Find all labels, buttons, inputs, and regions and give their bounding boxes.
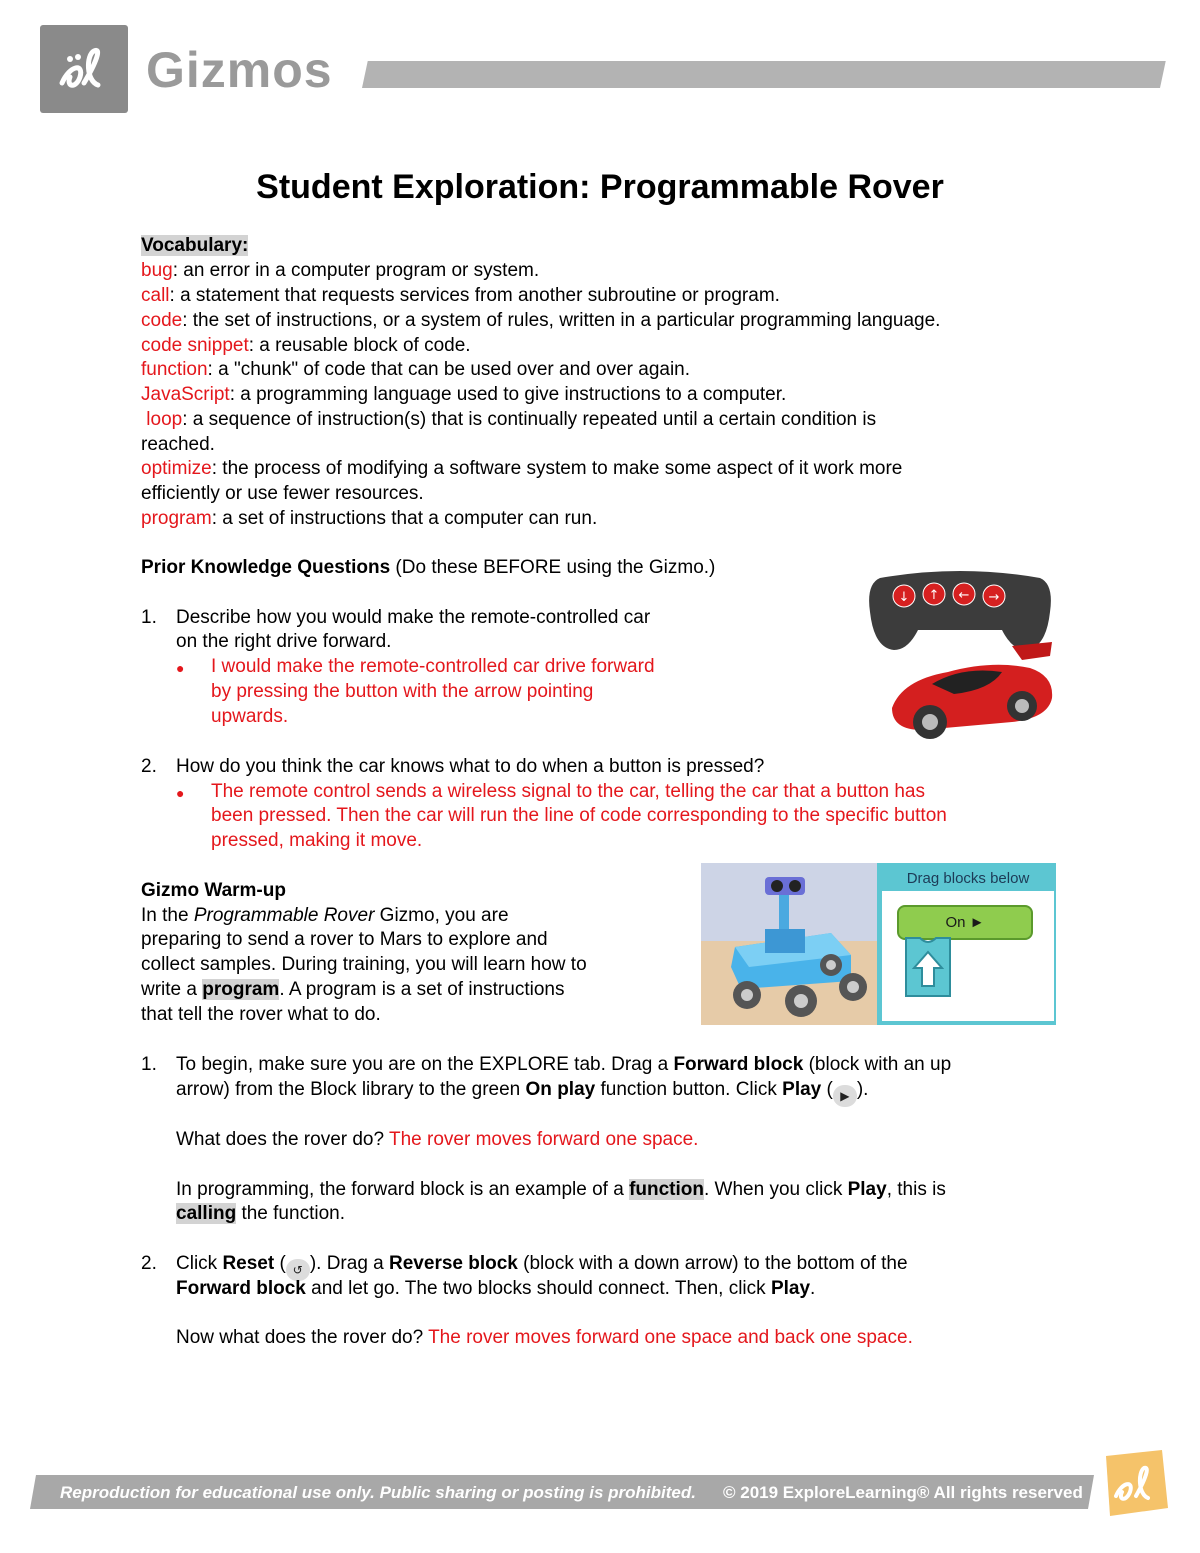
gizmo-screenshot <box>701 863 1056 1025</box>
svg-text:←: ← <box>958 588 970 603</box>
step-text: Forward block and let go. The two blocks should connect. Then, click Play. <box>176 1278 816 1299</box>
footer-copyright: © 2019 ExploreLearning® All rights reserved <box>723 1483 1083 1502</box>
question-text: How do you think the car knows what to do when a button is pressed? <box>176 756 765 777</box>
warmup-intro: preparing to send a rover to Mars to explore and <box>141 929 548 950</box>
remote-controlled-car-image <box>862 560 1058 742</box>
vocab-item-continued: efficiently or use fewer resources. <box>141 483 424 504</box>
block-panel-title: Drag blocks below <box>906 870 1030 887</box>
question-text: on the right drive forward. <box>176 631 392 652</box>
vocab-item: program: a set of instructions that a computer can run. <box>141 508 598 529</box>
vocab-item: code: the set of instructions, or a system of rules, written in a particular programming language. <box>141 310 941 331</box>
vocab-item: optimize: the process of modifying a software system to make some aspect of it work more <box>141 458 903 479</box>
vocab-item: JavaScript: a programming language used to give instructions to a computer. <box>141 384 787 405</box>
question-number: 1. <box>141 607 157 628</box>
answer-text: I would make the remote-controlled car drive forward <box>211 656 655 677</box>
warmup-heading: Gizmo Warm-up <box>141 880 286 901</box>
forward-block-icon <box>904 936 952 998</box>
answer-text: pressed, making it move. <box>211 830 423 851</box>
bullet-icon: ● <box>176 660 185 676</box>
explorelearning-logo <box>40 25 128 113</box>
svg-text:↓: ↓ <box>898 590 910 605</box>
header-bar <box>362 61 1166 88</box>
step-paragraph: calling the function. <box>176 1203 345 1224</box>
warmup-intro: In the Programmable Rover Gizmo, you are <box>141 905 509 926</box>
step-paragraph: In programming, the forward block is an example of a function. When you click Play, this is <box>176 1179 946 1200</box>
step-question: Now what does the rover do? The rover moves forward one space and back one space. <box>176 1327 913 1348</box>
answer-text: by pressing the button with the arrow pointing <box>211 681 594 702</box>
svg-text:↑: ↑ <box>928 588 940 603</box>
warmup-intro: that tell the rover what to do. <box>141 1004 381 1025</box>
vocab-item: function: a "chunk" of code that can be used over and over again. <box>141 359 691 380</box>
step-text: Click Reset ( ↺ ). Drag a Reverse block (block with a down arrow) to the bottom of the <box>176 1251 908 1281</box>
vocab-item: loop: a sequence of instruction(s) that is continually repeated until a certain condition is <box>141 409 877 430</box>
on-play-button: On ► <box>897 905 1033 940</box>
vocabulary-heading: Vocabulary: <box>141 235 249 256</box>
answer-text: upwards. <box>211 706 289 727</box>
svg-text:→: → <box>988 590 1000 605</box>
step-text: arrow) from the Block library to the green On play function button. Click Play ( ▶ ). <box>176 1077 868 1107</box>
footer-notice: Reproduction for educational use only. Public sharing or posting is prohibited. <box>60 1483 696 1502</box>
warmup-intro: write a program. A program is a set of instructions <box>141 979 565 1000</box>
step-number: 1. <box>141 1054 157 1075</box>
page-title: Student Exploration: Programmable Rover <box>256 168 944 206</box>
vocab-item: code snippet: a reusable block of code. <box>141 335 471 356</box>
question-text: Describe how you would make the remote-controlled car <box>176 607 651 628</box>
question-number: 2. <box>141 756 157 777</box>
vocab-item-continued: reached. <box>141 434 215 455</box>
step-text: To begin, make sure you are on the EXPLORE tab. Drag a Forward block (block with an up <box>176 1054 952 1075</box>
play-icon: ▶ <box>833 1085 857 1107</box>
bullet-icon: ● <box>176 785 185 801</box>
brand-name: Gizmos <box>146 42 333 98</box>
footer-logo-icon <box>1096 1448 1170 1518</box>
answer-text: The remote control sends a wireless signal to the car, telling the car that a button has <box>211 781 925 802</box>
reset-icon: ↺ <box>286 1259 310 1281</box>
vocab-item: bug: an error in a computer program or system. <box>141 260 540 281</box>
prior-knowledge-heading: Prior Knowledge Questions (Do these BEFORE using the Gizmo.) <box>141 557 716 578</box>
rover-image <box>701 863 877 1025</box>
step-number: 2. <box>141 1253 157 1274</box>
step-question: What does the rover do? The rover moves forward one space. <box>176 1129 699 1150</box>
explorelearning-logo-icon <box>40 25 128 113</box>
vocab-item: call: a statement that requests services from another subroutine or program. <box>141 285 780 306</box>
warmup-intro: collect samples. During training, you will learn how to <box>141 954 587 975</box>
answer-text: been pressed. Then the car will run the line of code corresponding to the specific button <box>211 805 947 826</box>
